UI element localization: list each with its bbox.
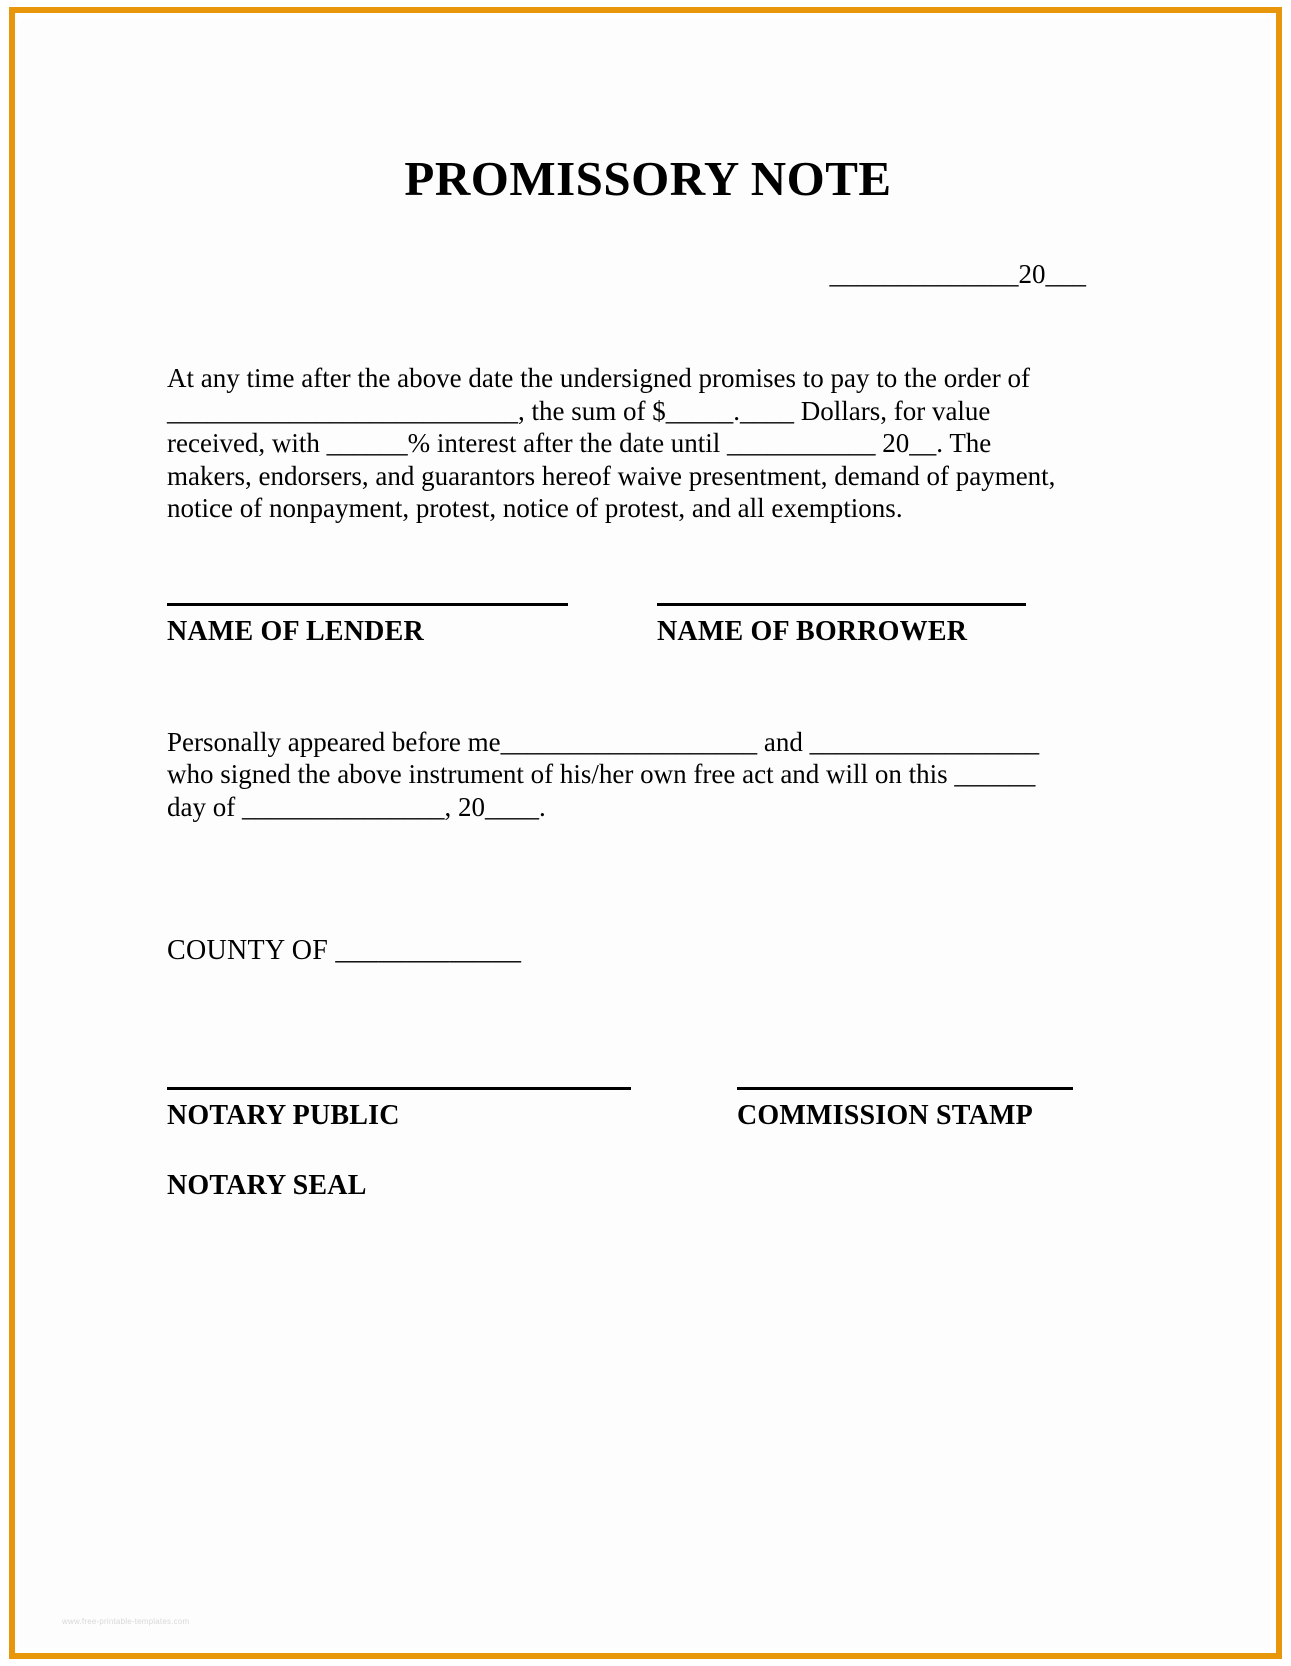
date-field-line[interactable]: ______________20___: [829, 259, 1086, 289]
notary-public-label: NOTARY PUBLIC: [167, 1100, 400, 1131]
notary-ack-line-2[interactable]: who signed the above instrument of his/her own free act and will on this ______: [167, 759, 1036, 789]
commission-stamp-label: COMMISSION STAMP: [737, 1100, 1033, 1131]
document-sheet: [20, 18, 1271, 1648]
body-line-1: At any time after the above date the undersigned promises to pay to the order of: [167, 363, 1030, 393]
body-line-3[interactable]: received, with ______% interest after the date until ___________ 20__. The: [167, 428, 992, 458]
lender-label-cell: [167, 606, 657, 648]
document-content: [148, 18, 1148, 1202]
name-of-borrower-label: NAME OF BORROWER: [657, 615, 968, 647]
name-of-lender-label: NAME OF LENDER: [167, 615, 424, 647]
body-line-2[interactable]: __________________________, the sum of $_____.____ Dollars, for value: [167, 395, 991, 426]
commission-stamp-label-cell: [737, 1090, 1148, 1132]
notary-signature-section: [148, 1087, 1148, 1132]
county-of-field[interactable]: COUNTY OF _____________: [167, 935, 522, 966]
page-title: PROMISSORY NOTE: [404, 151, 892, 206]
source-watermark: www.free-printable-templates.com: [62, 1617, 190, 1626]
notary-acknowledgement-paragraph: [148, 726, 1148, 824]
borrower-label-cell: [657, 606, 1148, 648]
notary-signature-labels-row: [167, 1090, 1148, 1132]
party-signature-labels-row: [167, 606, 1148, 648]
notary-ack-line-3[interactable]: day of _______________, 20____.: [167, 791, 546, 822]
body-line-5: notice of nonpayment, protest, notice of protest, and all exemptions.: [167, 493, 903, 523]
promissory-body-paragraph: [148, 362, 1148, 525]
notary-ack-line-1[interactable]: Personally appeared before me___________________ and _________________: [167, 726, 1040, 757]
notary-public-label-cell: [167, 1090, 737, 1132]
notary-seal-label: NOTARY SEAL: [167, 1170, 367, 1201]
party-signature-section: [148, 603, 1148, 648]
body-line-4: makers, endorsers, and guarantors hereof waive presentment, demand of payment,: [167, 460, 1056, 491]
